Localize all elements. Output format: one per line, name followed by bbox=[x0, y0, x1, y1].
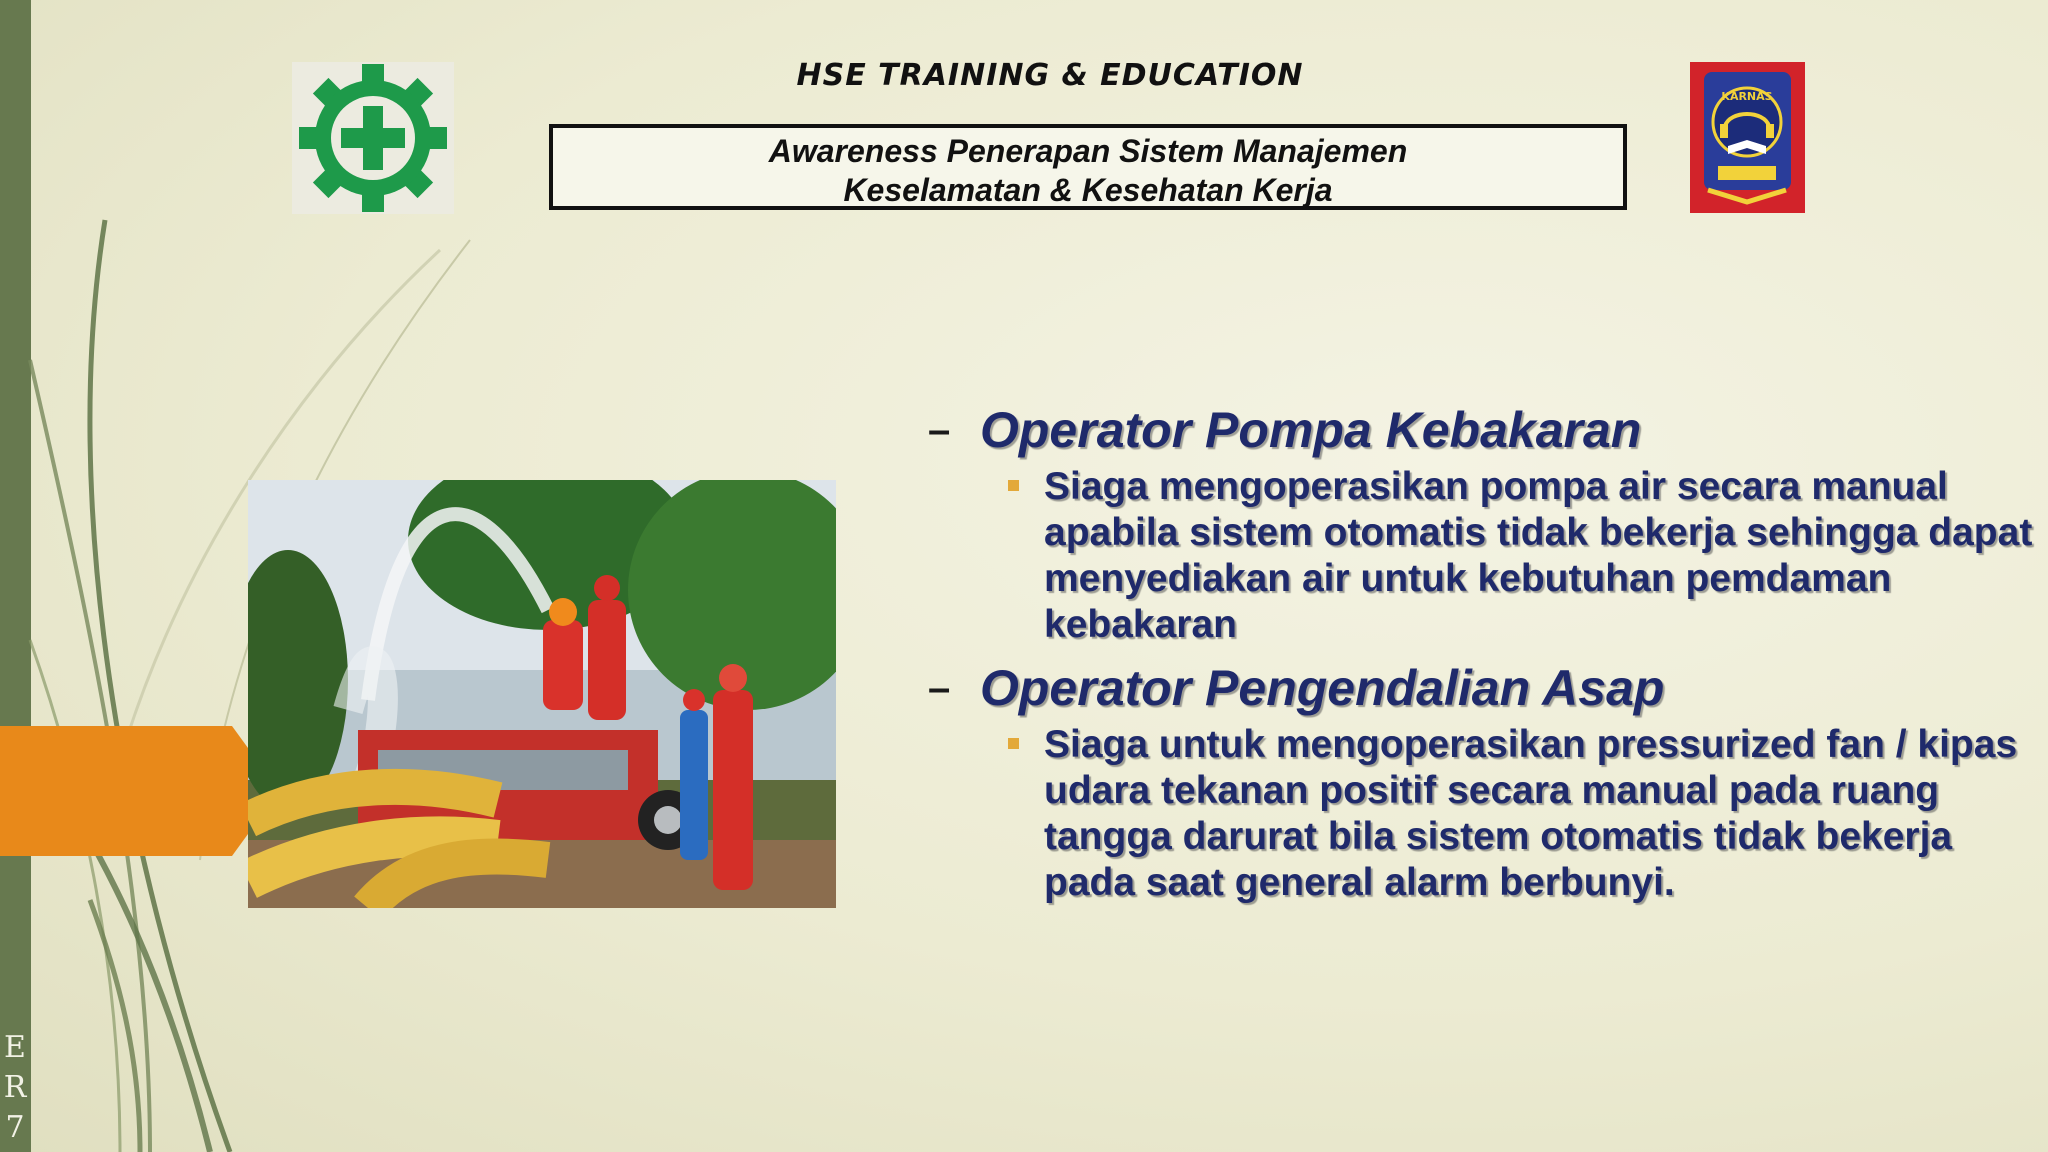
dash-icon: – bbox=[928, 408, 951, 452]
bullet-item bbox=[1044, 722, 2038, 906]
school-logo bbox=[1690, 62, 1805, 213]
fire-pump-operation-image bbox=[248, 480, 836, 908]
section-heading-text: Operator Pengendalian Asap bbox=[980, 660, 1665, 716]
square-bullet-icon bbox=[1008, 480, 1019, 491]
dash-icon: – bbox=[928, 666, 951, 710]
k3-safety-gear-cross-icon bbox=[292, 62, 454, 214]
section-heading bbox=[928, 656, 2038, 720]
side-letter: 7 bbox=[5, 1110, 25, 1145]
slide-content bbox=[928, 398, 2038, 906]
header-title: HSE TRAINING & EDUCATION bbox=[796, 58, 1304, 93]
bullet-text: Siaga untuk mengoperasikan pressurized fan / kipas udara tekanan positif secara manual pada ruang tangga darurat bila sistem otomatis tidak bekerja pada saat general alarm berbunyi. bbox=[1044, 723, 2018, 904]
section-heading bbox=[928, 398, 2038, 462]
section-fire-pump-operator bbox=[928, 398, 2038, 648]
subtitle-line-1: Awareness Penerapan Sistem Manajemen bbox=[768, 133, 1408, 169]
school-emblem-icon bbox=[1690, 62, 1805, 213]
orange-tab-shape bbox=[0, 726, 248, 856]
vertical-side-label bbox=[2, 1028, 28, 1148]
k3-logo bbox=[292, 62, 454, 214]
bullet-item bbox=[1044, 464, 2038, 648]
section-heading-text: Operator Pompa Kebakaran bbox=[980, 402, 1642, 458]
fire-pump-photo bbox=[248, 480, 836, 908]
side-letter: R bbox=[3, 1070, 27, 1105]
subtitle-line-2: Keselamatan & Kesehatan Kerja bbox=[843, 172, 1333, 208]
bullet-text: Siaga mengoperasikan pompa air secara manual apabila sistem otomatis tidak bekerja sehingga dapat menyediakan air untuk kebutuhan pemdaman kebakaran bbox=[1044, 465, 2033, 646]
square-bullet-icon bbox=[1008, 738, 1019, 749]
right-logo-text: KARNAS bbox=[1721, 90, 1773, 103]
subtitle-box bbox=[549, 124, 1627, 210]
side-letter: E bbox=[4, 1030, 26, 1065]
section-smoke-control-operator bbox=[928, 656, 2038, 906]
